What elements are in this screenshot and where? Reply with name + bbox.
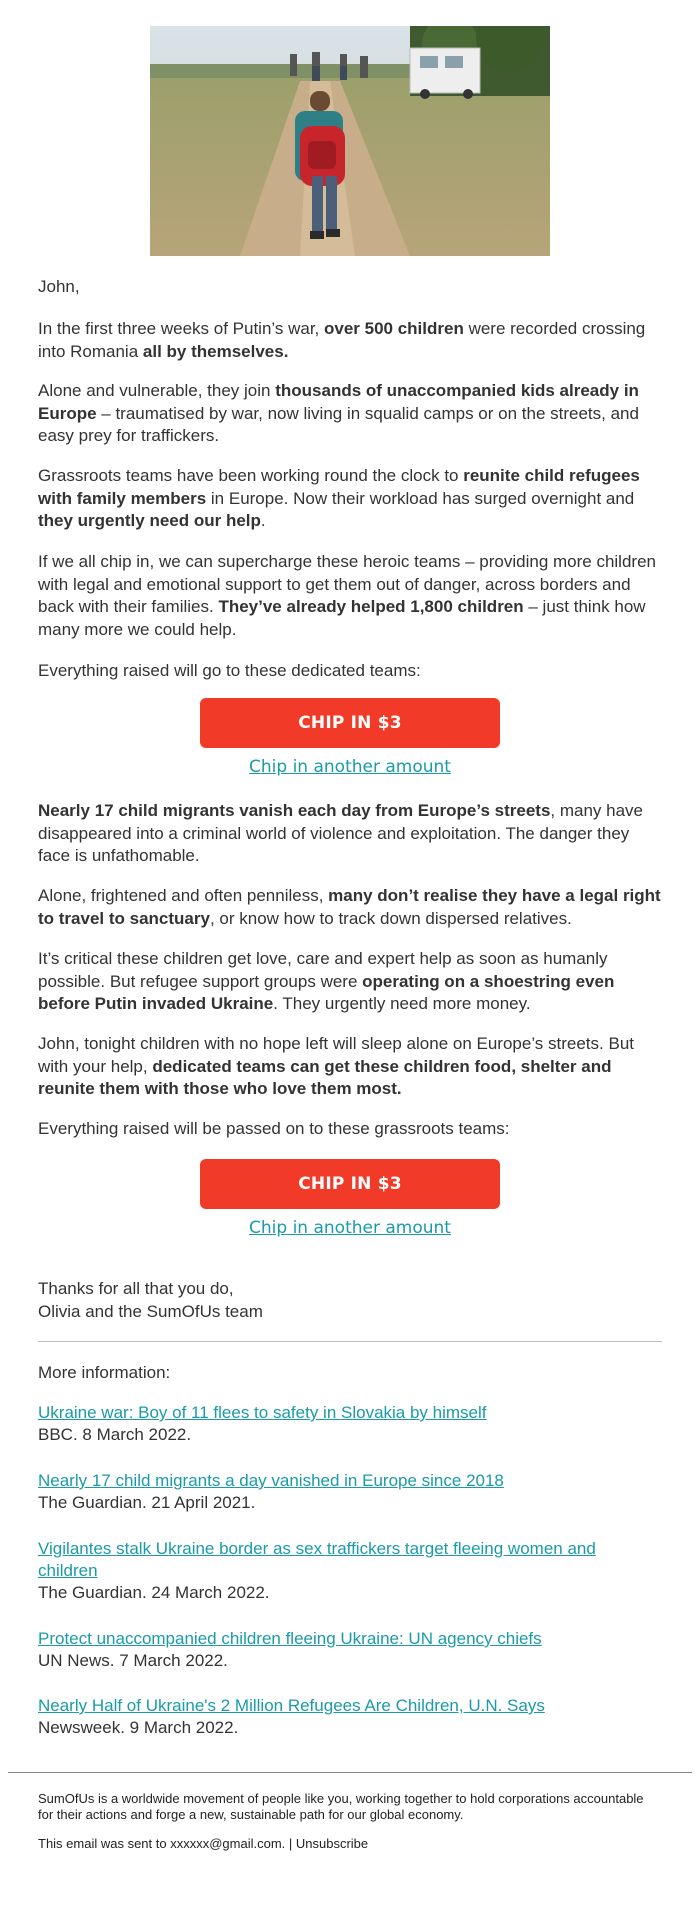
paragraph-10: Everything raised will be passed on to these grassroots teams:: [38, 1119, 510, 1138]
reference-source-3: The Guardian. 24 March 2022.: [38, 1583, 270, 1602]
paragraph-3: Grassroots teams have been working round the clock to reunite child refugees with family members in Europe. Now their workload has surged overnight and they urgently need our help.: [38, 466, 640, 530]
paragraph-6: Nearly 17 child migrants vanish each day from Europe’s streets, many have disappeared into a criminal world of violence and exploitation. The danger they face is unfathomable.: [38, 801, 644, 865]
footer-divider: [8, 1772, 692, 1773]
reference-link-5[interactable]: Nearly Half of Ukraine's 2 Million Refugees Are Children, U.N. Says: [38, 1696, 545, 1715]
reference-source-4: UN News. 7 March 2022.: [38, 1651, 228, 1670]
footer-about: SumOfUs is a worldwide movement of people like you, working together to hold corporations accountable for their actions and forge a new, sustainable path for our global economy.: [38, 1791, 644, 1822]
reference-link-1[interactable]: Ukraine war: Boy of 11 flees to safety in Slovakia by himself: [38, 1403, 487, 1422]
paragraph-5: Everything raised will go to these dedicated teams:: [38, 661, 421, 680]
reference-1: [38, 1402, 664, 1446]
divider: [38, 1341, 662, 1342]
hero-image: [150, 26, 550, 256]
reference-4: [38, 1628, 664, 1672]
paragraph-9: John, tonight children with no hope left will sleep alone on Europe’s streets. But with your help, dedicated teams can get these children food, shelter and reunite them with those who love them most.: [38, 1034, 634, 1098]
reference-source-2: The Guardian. 21 April 2021.: [38, 1493, 256, 1512]
paragraph-7: Alone, frightened and often penniless, many don’t realise they have a legal right to travel to sanctuary, or know how to track down dispersed relatives.: [38, 886, 661, 928]
paragraph-4: If we all chip in, we can supercharge these heroic teams – providing more children with legal and emotional support to get them out of danger, across borders and back with their families. They’ve already helped 1,800 children – just think how many more we could help.: [38, 552, 656, 639]
reference-2: [38, 1470, 664, 1514]
more-info-heading: More information:: [38, 1363, 171, 1382]
reference-link-4[interactable]: Protect unaccompanied children fleeing Ukraine: UN agency chiefs: [38, 1629, 542, 1648]
reference-source-1: BBC. 8 March 2022.: [38, 1425, 192, 1444]
reference-source-5: Newsweek. 9 March 2022.: [38, 1718, 239, 1737]
signoff-line-1: Thanks for all that you do,: [38, 1279, 234, 1298]
chip-in-another-amount-link[interactable]: Chip in another amount: [249, 757, 451, 777]
paragraph-8: It’s critical these children get love, care and expert help as soon as humanly possible. But refugee support groups were operating on a shoestring even before Putin invaded Ukraine. They urgently need more money.: [38, 949, 615, 1013]
reference-5: [38, 1695, 664, 1739]
chip-in-button[interactable]: CHIP IN $3: [200, 698, 500, 748]
paragraph-2: Alone and vulnerable, they join thousands of unaccompanied kids already in Europe – traumatised by war, now living in squalid camps or on the streets, and easy prey for traffickers.: [38, 381, 639, 445]
paragraph-1: In the first three weeks of Putin’s war, over 500 children were recorded crossing into Romania all by themselves.: [38, 319, 646, 361]
chip-in-button-2[interactable]: CHIP IN $3: [200, 1159, 500, 1209]
signoff: [38, 1278, 664, 1323]
signoff-line-2: Olivia and the SumOfUs team: [38, 1301, 263, 1321]
reference-link-3[interactable]: Vigilantes stalk Ukraine border as sex traffickers target fleeing women and children: [38, 1539, 596, 1580]
reference-3: [38, 1538, 664, 1604]
reference-link-2[interactable]: Nearly 17 child migrants a day vanished in Europe since 2018: [38, 1471, 504, 1490]
footer-sent-to: This email was sent to xxxxxx@gmail.com. | Unsubscribe: [38, 1836, 369, 1851]
chip-in-another-amount-link-2[interactable]: Chip in another amount: [249, 1218, 451, 1238]
greeting: John,: [38, 277, 80, 296]
